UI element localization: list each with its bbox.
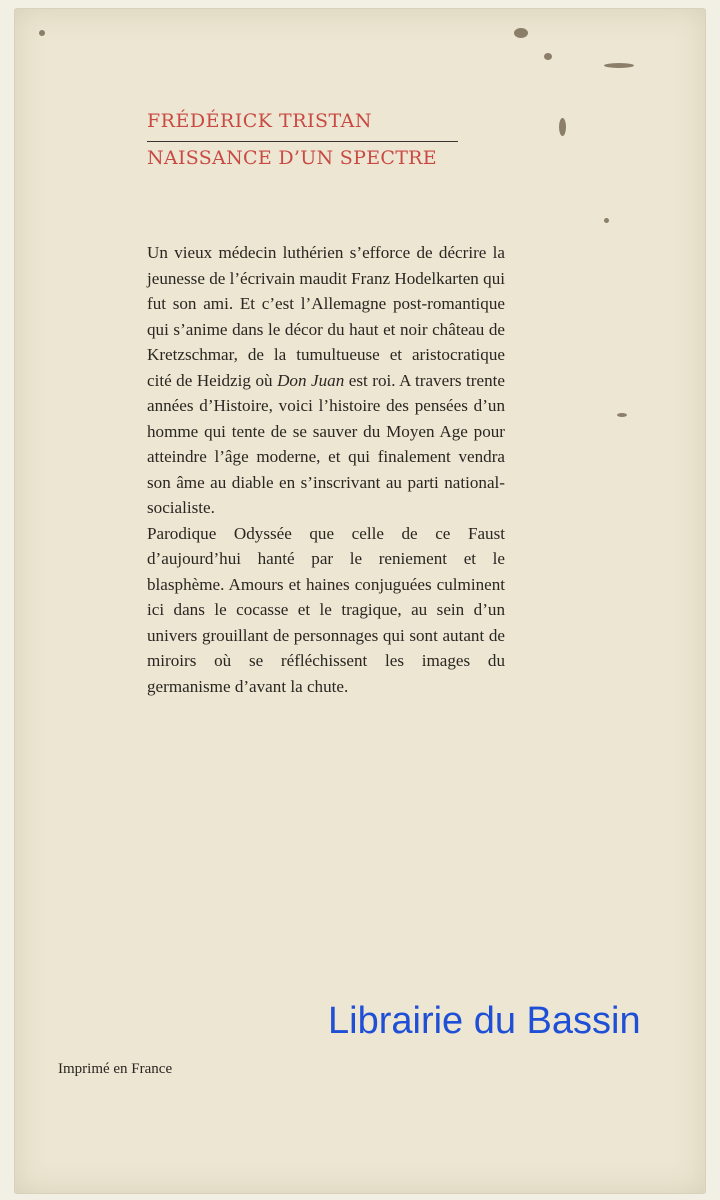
stain-spot bbox=[514, 28, 528, 38]
stain-spot bbox=[39, 30, 45, 36]
blurb bbox=[147, 240, 505, 699]
stain-spot bbox=[604, 63, 634, 68]
imprint-line: Imprimé en France bbox=[58, 1061, 173, 1077]
stain-spot bbox=[604, 218, 609, 223]
blurb-p1-italic: Don Juan bbox=[277, 370, 345, 390]
stain-spot bbox=[544, 53, 552, 60]
stain-spot bbox=[559, 118, 566, 136]
title-divider bbox=[147, 141, 458, 142]
book-title: NAISSANCE D’UN SPECTRE bbox=[147, 147, 437, 169]
blurb-paragraph-2: Parodique Odyssée que celle de ce Faust d’aujourd’hui hanté par le reniement et le blasphème. Amours et haines conjuguées culminent ici dans le cocasse et le tragique, au sein d’un univers grouillant de personnages qui sont autant de miroirs où se réfléchissent les images du germanisme d’avant la chute. bbox=[147, 523, 505, 696]
blurb-p1-start: Un vieux médecin luthérien s’efforce de décrire la jeunesse de l’écrivain maudit Franz Hodelkarten qui fut son ami. Et c’est l’Allemagne post-romantique qui s’anime dans le décor du haut et noir château de Kretzschmar, de la tumultueuse et aristocratique cité de Heidzig où bbox=[147, 243, 505, 390]
bookseller-watermark: Librairie du Bassin bbox=[328, 1000, 641, 1042]
author-name: FRÉDÉRICK TRISTAN bbox=[147, 110, 373, 132]
blurb-p1-end: est roi. A travers trente années d’Histoire, voici l’histoire des pensées d’un homme qui tente de se sauver du Moyen Age pour atteindre l’âge moderne, et qui finalement vendra son âme au diable en s’inscrivant au parti national-socialiste. bbox=[147, 370, 505, 517]
stain-spot bbox=[617, 413, 627, 417]
blurb-paragraph-1 bbox=[147, 240, 505, 521]
